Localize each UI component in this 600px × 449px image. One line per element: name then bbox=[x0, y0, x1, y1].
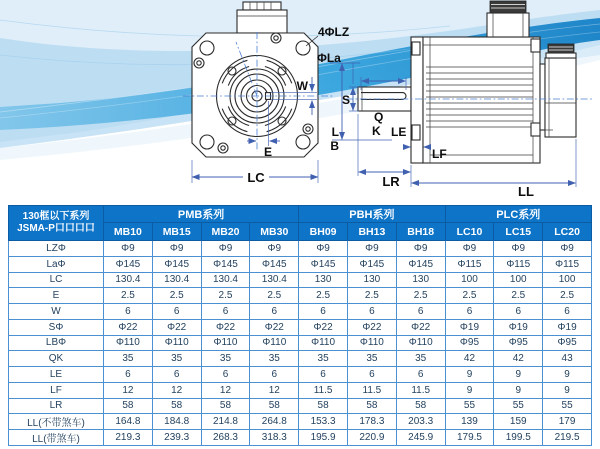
value-cell: Φ9 bbox=[543, 241, 592, 257]
row-label: LZΦ bbox=[9, 241, 104, 257]
spec-row bbox=[9, 335, 592, 351]
dim-label-l: L bbox=[331, 125, 339, 139]
value-cell: 130.4 bbox=[104, 272, 153, 288]
value-cell: 6 bbox=[347, 304, 396, 320]
value-cell: 2.5 bbox=[201, 288, 250, 304]
value-cell: 6 bbox=[152, 304, 201, 320]
model-header: LC15 bbox=[494, 223, 543, 241]
value-cell: 130 bbox=[347, 272, 396, 288]
value-cell: 130.4 bbox=[201, 272, 250, 288]
value-cell: 35 bbox=[152, 351, 201, 367]
value-cell: 153.3 bbox=[299, 414, 348, 430]
row-label: LBΦ bbox=[9, 335, 104, 351]
value-cell: Φ110 bbox=[104, 335, 153, 351]
value-cell: Φ145 bbox=[347, 256, 396, 272]
value-cell: Φ22 bbox=[201, 319, 250, 335]
row-label: LE bbox=[9, 367, 104, 383]
value-cell: Φ9 bbox=[445, 241, 494, 257]
value-cell: 100 bbox=[494, 272, 543, 288]
value-cell: Φ22 bbox=[152, 319, 201, 335]
spec-row bbox=[9, 304, 592, 320]
value-cell: Φ22 bbox=[347, 319, 396, 335]
encoder-housing bbox=[540, 44, 576, 137]
value-cell: 9 bbox=[494, 367, 543, 383]
value-cell: 12 bbox=[201, 382, 250, 398]
value-cell: 58 bbox=[104, 398, 153, 414]
motor-body bbox=[423, 37, 540, 163]
dim-label-lr: LR bbox=[382, 174, 400, 189]
value-cell: Φ22 bbox=[104, 319, 153, 335]
value-cell: Φ22 bbox=[299, 319, 348, 335]
value-cell: Φ110 bbox=[396, 335, 445, 351]
dim-label-lf: LF bbox=[432, 147, 447, 161]
spec-row bbox=[9, 382, 592, 398]
value-cell: 58 bbox=[299, 398, 348, 414]
value-cell: 2.5 bbox=[152, 288, 201, 304]
value-cell: 35 bbox=[396, 351, 445, 367]
side-flange bbox=[411, 37, 423, 163]
value-cell: 6 bbox=[299, 304, 348, 320]
value-cell: 199.5 bbox=[494, 430, 543, 446]
spec-row bbox=[9, 272, 592, 288]
value-cell: Φ110 bbox=[250, 335, 299, 351]
value-cell: Φ110 bbox=[347, 335, 396, 351]
model-header: LC20 bbox=[543, 223, 592, 241]
value-cell: 178.3 bbox=[347, 414, 396, 430]
value-cell: 184.8 bbox=[152, 414, 201, 430]
value-cell: 6 bbox=[201, 304, 250, 320]
value-cell: 219.3 bbox=[104, 430, 153, 446]
row-label: W bbox=[9, 304, 104, 320]
value-cell: Φ9 bbox=[201, 241, 250, 257]
value-cell: 6 bbox=[445, 304, 494, 320]
value-cell: Φ19 bbox=[543, 319, 592, 335]
value-cell: Φ115 bbox=[445, 256, 494, 272]
value-cell: Φ145 bbox=[201, 256, 250, 272]
value-cell: 179.5 bbox=[445, 430, 494, 446]
value-cell: 58 bbox=[396, 398, 445, 414]
value-cell: 55 bbox=[445, 398, 494, 414]
dim-label-q: Q bbox=[374, 110, 384, 124]
value-cell: 100 bbox=[445, 272, 494, 288]
model-header: BH13 bbox=[347, 223, 396, 241]
series-group-header: PLC系列 bbox=[445, 206, 591, 223]
model-header: MB30 bbox=[250, 223, 299, 241]
value-cell: Φ9 bbox=[250, 241, 299, 257]
value-cell: 214.8 bbox=[201, 414, 250, 430]
row-label: QK bbox=[9, 351, 104, 367]
value-cell: 2.5 bbox=[396, 288, 445, 304]
value-cell: Φ115 bbox=[543, 256, 592, 272]
value-cell: Φ145 bbox=[299, 256, 348, 272]
value-cell: Φ9 bbox=[152, 241, 201, 257]
value-cell: 11.5 bbox=[396, 382, 445, 398]
value-cell: 6 bbox=[250, 367, 299, 383]
value-cell: 12 bbox=[152, 382, 201, 398]
spec-row bbox=[9, 430, 592, 446]
value-cell: 268.3 bbox=[201, 430, 250, 446]
value-cell: 2.5 bbox=[494, 288, 543, 304]
value-cell: 55 bbox=[494, 398, 543, 414]
value-cell: 58 bbox=[250, 398, 299, 414]
value-cell: 6 bbox=[104, 304, 153, 320]
value-cell: 12 bbox=[104, 382, 153, 398]
model-header: BH09 bbox=[299, 223, 348, 241]
value-cell: 318.3 bbox=[250, 430, 299, 446]
value-cell: 264.8 bbox=[250, 414, 299, 430]
dim-label-e: E bbox=[263, 145, 273, 159]
value-cell: 35 bbox=[347, 351, 396, 367]
row-label: LaΦ bbox=[9, 256, 104, 272]
dimension-diagram bbox=[0, 0, 600, 205]
value-cell: Φ145 bbox=[104, 256, 153, 272]
value-cell: 239.3 bbox=[152, 430, 201, 446]
dim-label-k: K bbox=[372, 124, 381, 138]
value-cell: 35 bbox=[201, 351, 250, 367]
value-cell: 159 bbox=[494, 414, 543, 430]
dimension-table bbox=[8, 205, 592, 446]
dim-label-s: S bbox=[341, 93, 350, 107]
dim-label-lz: 4ΦLZ bbox=[318, 25, 350, 39]
value-cell: 179 bbox=[543, 414, 592, 430]
value-cell: Φ95 bbox=[494, 335, 543, 351]
row-label: LL(不带煞车) bbox=[9, 414, 104, 430]
spec-row bbox=[9, 414, 592, 430]
value-cell: 35 bbox=[299, 351, 348, 367]
value-cell: 42 bbox=[494, 351, 543, 367]
value-cell: 6 bbox=[250, 304, 299, 320]
model-header: MB20 bbox=[201, 223, 250, 241]
value-cell: 42 bbox=[445, 351, 494, 367]
value-cell: 130 bbox=[396, 272, 445, 288]
table-header bbox=[9, 206, 592, 241]
value-cell: 130.4 bbox=[152, 272, 201, 288]
front-flange bbox=[192, 33, 318, 157]
row-label: SΦ bbox=[9, 319, 104, 335]
value-cell: 43 bbox=[543, 351, 592, 367]
value-cell: 6 bbox=[152, 367, 201, 383]
value-cell: Φ9 bbox=[396, 241, 445, 257]
value-cell: 2.5 bbox=[299, 288, 348, 304]
table-body bbox=[9, 241, 592, 446]
value-cell: 35 bbox=[104, 351, 153, 367]
spec-row bbox=[9, 241, 592, 257]
value-cell: Φ9 bbox=[299, 241, 348, 257]
value-cell: 6 bbox=[396, 367, 445, 383]
value-cell: Φ95 bbox=[445, 335, 494, 351]
value-cell: 58 bbox=[152, 398, 201, 414]
model-header: MB15 bbox=[152, 223, 201, 241]
value-cell: 195.9 bbox=[299, 430, 348, 446]
value-cell: 130.4 bbox=[250, 272, 299, 288]
series-group-header: PBH系列 bbox=[299, 206, 445, 223]
spec-row bbox=[9, 256, 592, 272]
value-cell: 55 bbox=[543, 398, 592, 414]
value-cell: Φ19 bbox=[494, 319, 543, 335]
value-cell: 203.3 bbox=[396, 414, 445, 430]
value-cell: 6 bbox=[396, 304, 445, 320]
value-cell: 100 bbox=[543, 272, 592, 288]
value-cell: 6 bbox=[201, 367, 250, 383]
value-cell: 12 bbox=[250, 382, 299, 398]
front-connector bbox=[237, 2, 287, 33]
model-header: MB10 bbox=[104, 223, 153, 241]
dim-label-le: LE bbox=[391, 125, 407, 139]
value-cell: 6 bbox=[494, 304, 543, 320]
value-cell: 9 bbox=[543, 367, 592, 383]
value-cell: 6 bbox=[347, 367, 396, 383]
value-cell: 35 bbox=[250, 351, 299, 367]
value-cell: Φ95 bbox=[543, 335, 592, 351]
value-cell: 58 bbox=[347, 398, 396, 414]
value-cell: Φ110 bbox=[299, 335, 348, 351]
dim-label-b: B bbox=[330, 139, 339, 153]
row-label: LC bbox=[9, 272, 104, 288]
row-label: LF bbox=[9, 382, 104, 398]
value-cell: 6 bbox=[104, 367, 153, 383]
row-label: LR bbox=[9, 398, 104, 414]
corner-header-line2: JSMA-P口口口口 bbox=[17, 223, 95, 234]
value-cell: 9 bbox=[494, 382, 543, 398]
value-cell: 130 bbox=[299, 272, 348, 288]
value-cell: 2.5 bbox=[104, 288, 153, 304]
dim-label-lc: LC bbox=[247, 170, 265, 185]
value-cell: 245.9 bbox=[396, 430, 445, 446]
side-connector bbox=[487, 1, 529, 37]
dim-label-la: ΦLa bbox=[317, 51, 341, 65]
value-cell: Φ22 bbox=[396, 319, 445, 335]
value-cell: Φ145 bbox=[152, 256, 201, 272]
value-cell: 2.5 bbox=[445, 288, 494, 304]
model-header: LC10 bbox=[445, 223, 494, 241]
value-cell: Φ9 bbox=[104, 241, 153, 257]
value-cell: Φ110 bbox=[201, 335, 250, 351]
spec-row bbox=[9, 367, 592, 383]
value-cell: Φ110 bbox=[152, 335, 201, 351]
value-cell: 11.5 bbox=[347, 382, 396, 398]
value-cell: Φ115 bbox=[494, 256, 543, 272]
value-cell: 2.5 bbox=[543, 288, 592, 304]
spec-row bbox=[9, 288, 592, 304]
value-cell: 2.5 bbox=[250, 288, 299, 304]
series-group-row bbox=[9, 206, 592, 223]
value-cell: Φ19 bbox=[445, 319, 494, 335]
series-group-header: PMB系列 bbox=[104, 206, 299, 223]
row-label: E bbox=[9, 288, 104, 304]
spec-row bbox=[9, 319, 592, 335]
value-cell: Φ9 bbox=[494, 241, 543, 257]
dim-label-ll: LL bbox=[518, 184, 534, 199]
value-cell: 219.5 bbox=[543, 430, 592, 446]
value-cell: 9 bbox=[543, 382, 592, 398]
value-cell: Φ145 bbox=[250, 256, 299, 272]
value-cell: 139 bbox=[445, 414, 494, 430]
value-cell: 9 bbox=[445, 367, 494, 383]
row-label: LL(带煞车) bbox=[9, 430, 104, 446]
corner-header bbox=[9, 206, 104, 241]
value-cell: 2.5 bbox=[347, 288, 396, 304]
value-cell: 164.8 bbox=[104, 414, 153, 430]
value-cell: Φ145 bbox=[396, 256, 445, 272]
value-cell: 6 bbox=[543, 304, 592, 320]
value-cell: 11.5 bbox=[299, 382, 348, 398]
corner-header-line1: 130框以下系列 bbox=[22, 211, 90, 222]
value-cell: 58 bbox=[201, 398, 250, 414]
value-cell: 9 bbox=[445, 382, 494, 398]
value-cell: Φ9 bbox=[347, 241, 396, 257]
dim-label-w: W bbox=[296, 79, 308, 93]
value-cell: 220.9 bbox=[347, 430, 396, 446]
spec-row bbox=[9, 398, 592, 414]
value-cell: Φ22 bbox=[250, 319, 299, 335]
spec-row bbox=[9, 351, 592, 367]
value-cell: 6 bbox=[299, 367, 348, 383]
model-header: BH18 bbox=[396, 223, 445, 241]
